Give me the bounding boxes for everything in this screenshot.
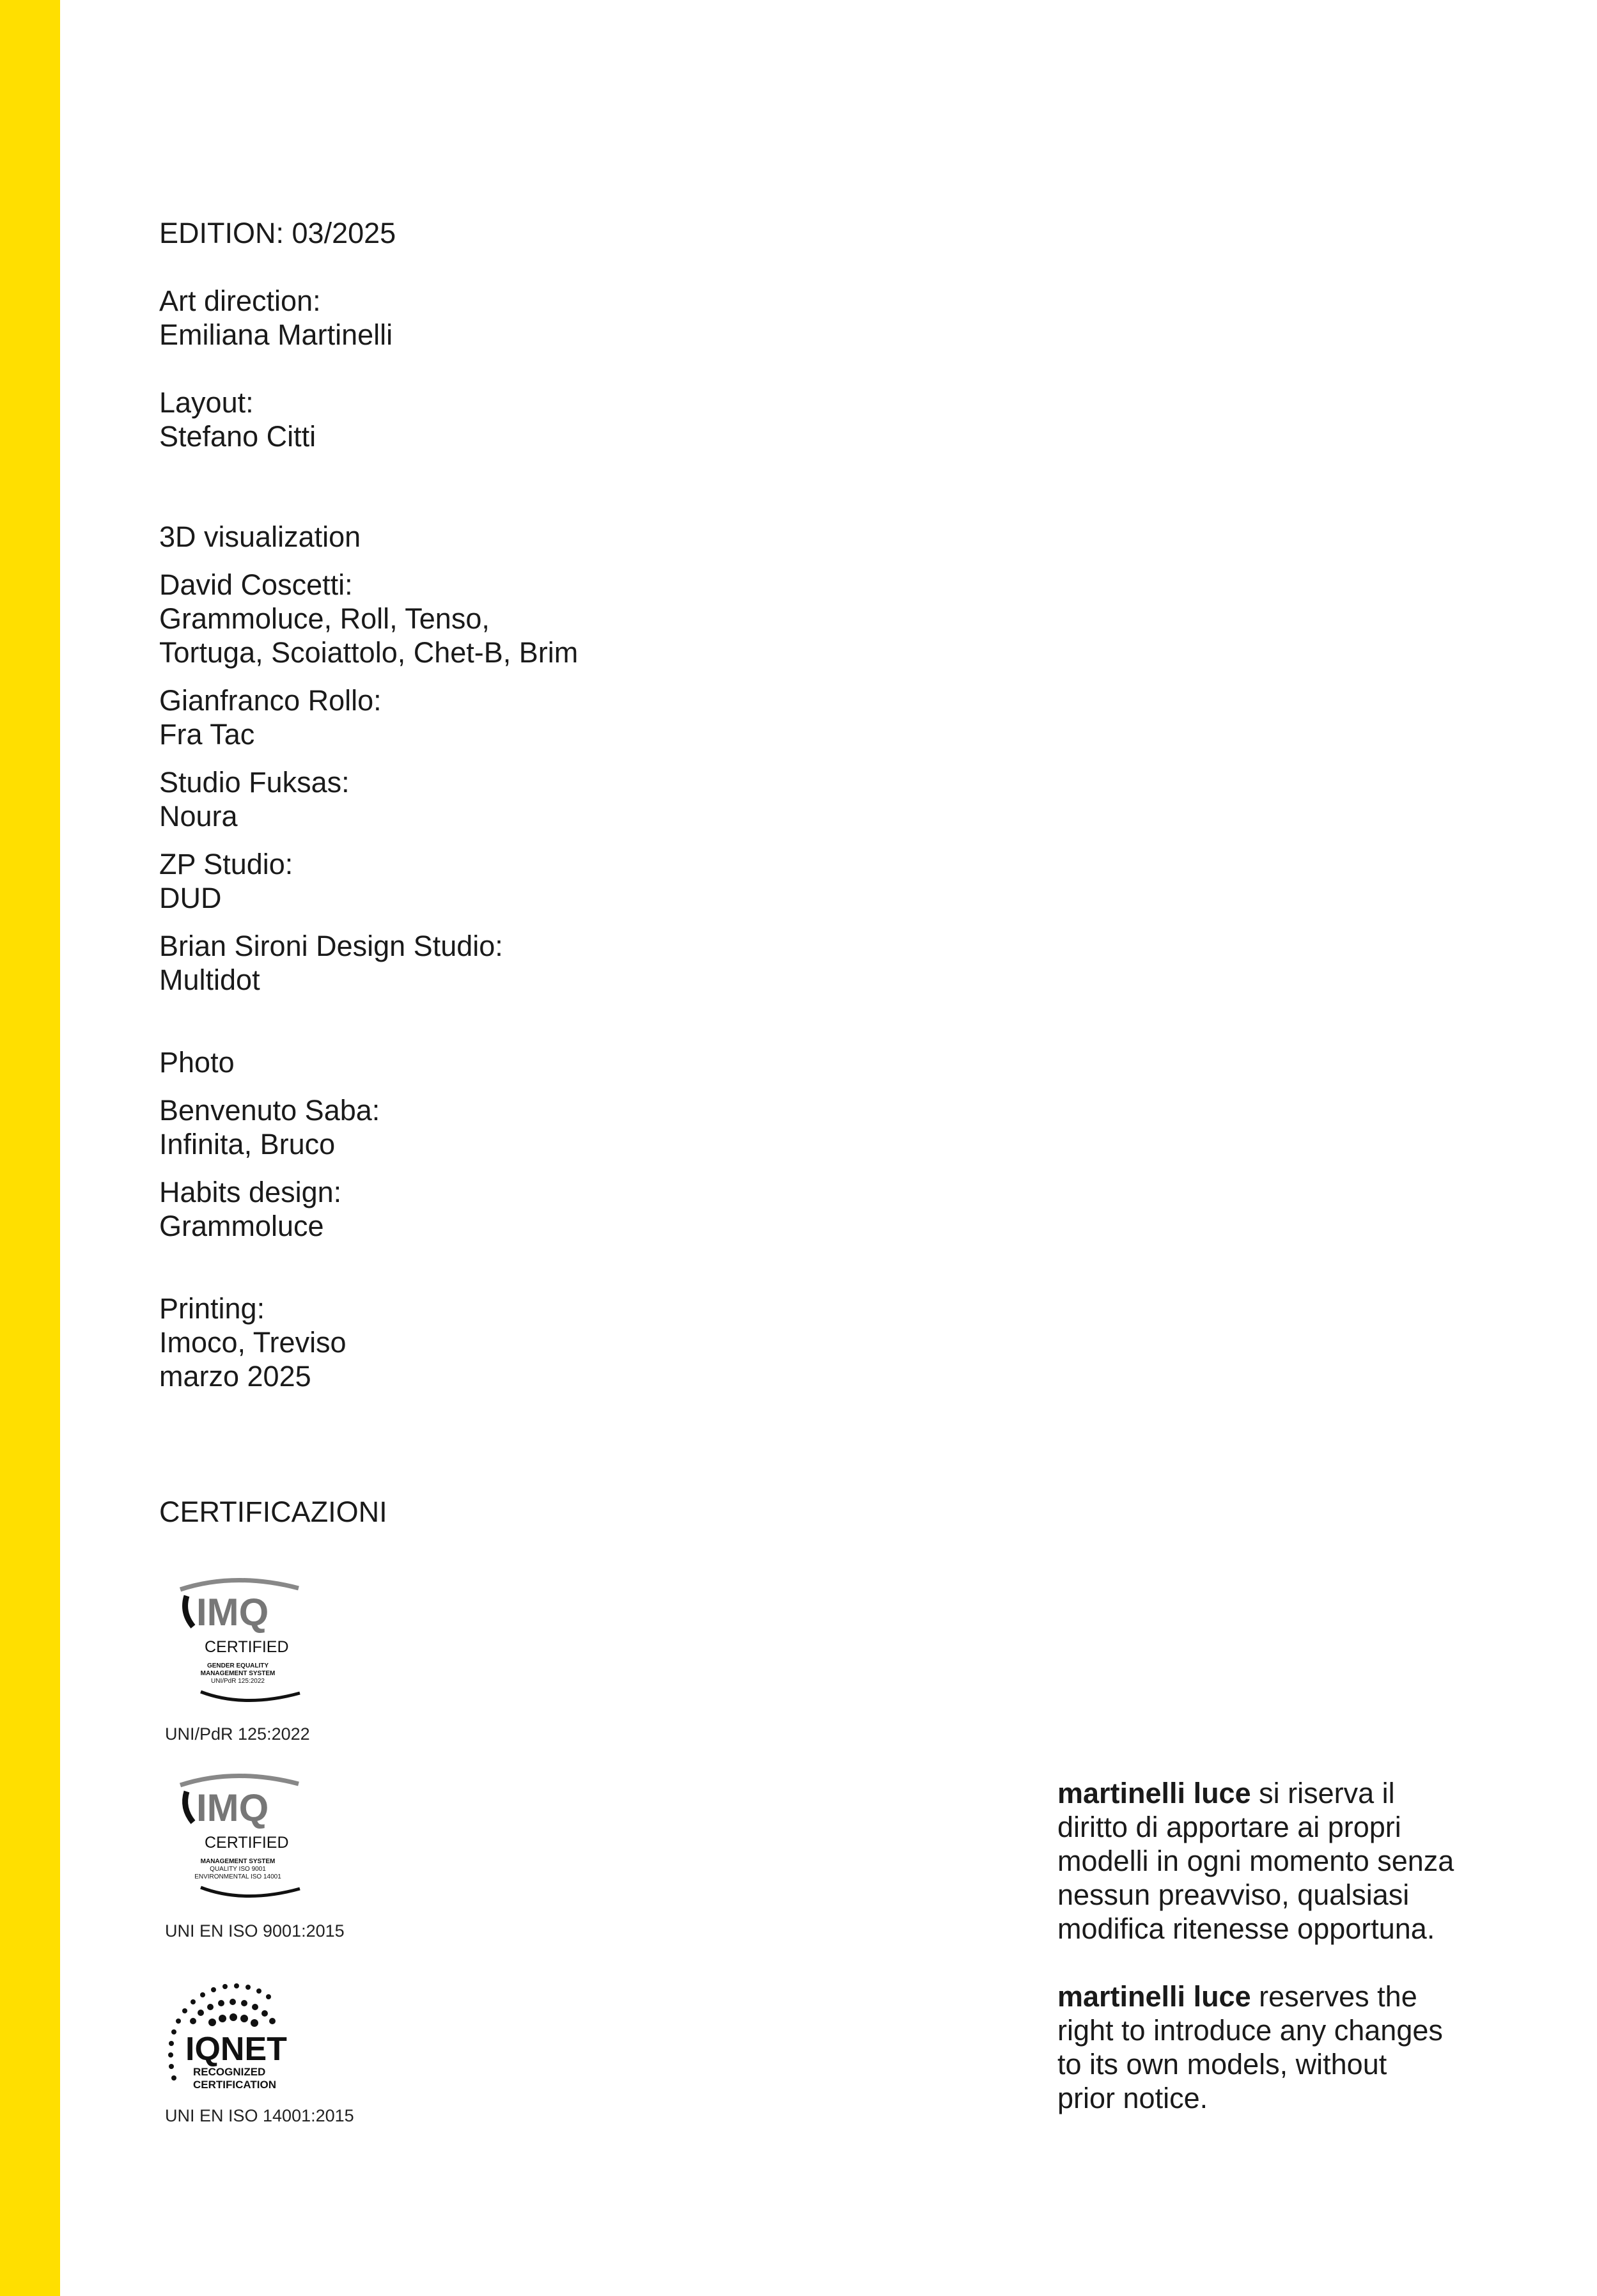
- credit-entry: Brian Sironi Design Studio: Multidot: [159, 930, 503, 996]
- svg-text:IQNET: IQNET: [185, 2031, 287, 2068]
- brand-name: martinelli luce: [1057, 1980, 1251, 2013]
- svg-text:MANAGEMENT SYSTEM: MANAGEMENT SYSTEM: [200, 1858, 276, 1865]
- credit-entry: Habits design: Grammoluce: [159, 1176, 342, 1242]
- layout-label: Layout:: [159, 386, 254, 419]
- iqnet-logo: [167, 1956, 321, 2097]
- credit-entry: Gianfranco Rollo: Fra Tac: [159, 684, 382, 751]
- certification-caption: UNI/PdR 125:2022: [165, 1724, 310, 1744]
- svg-text:UNI/PdR 125:2022: UNI/PdR 125:2022: [211, 1678, 265, 1685]
- imq-certified-logo: [167, 1767, 308, 1908]
- art-direction-block: [159, 284, 926, 352]
- svg-text:CERTIFIED: CERTIFIED: [205, 1834, 289, 1852]
- svg-text:CERTIFICATION: CERTIFICATION: [193, 2079, 277, 2091]
- svg-text:ENVIRONMENTAL ISO 14001: ENVIRONMENTAL ISO 14001: [194, 1873, 281, 1880]
- svg-text:GENDER EQUALITY: GENDER EQUALITY: [206, 1662, 269, 1669]
- credit-entry: Benvenuto Saba: Infinita, Bruco: [159, 1094, 380, 1160]
- imq-certified-logo: [167, 1572, 308, 1712]
- art-direction-label: Art direction:: [159, 285, 321, 317]
- brand-name: martinelli luce: [1057, 1777, 1251, 1809]
- credit-entry: David Coscetti: Grammoluce, Roll, Tenso, Tortuga, Scoiattolo, Chet-B, Brim: [159, 568, 579, 669]
- certification-caption: UNI EN ISO 9001:2015: [165, 1921, 345, 1941]
- printing-block: Printing: Imoco, Treviso marzo 2025: [159, 1292, 347, 1393]
- notice-english: martinelli luce reserves the right to introduce any changes to its own models, without prior notice.: [1057, 1980, 1443, 2114]
- svg-text:RECOGNIZED: RECOGNIZED: [193, 2066, 266, 2078]
- certifications-heading: CERTIFICAZIONI: [159, 1496, 387, 1528]
- layout-name: Stefano Citti: [159, 420, 316, 453]
- svg-text:IMQ: IMQ: [196, 1591, 269, 1634]
- svg-text:CERTIFIED: CERTIFIED: [205, 1638, 289, 1656]
- layout-block: [159, 386, 926, 453]
- credit-entry: Studio Fuksas: Noura: [159, 766, 350, 832]
- yellow-side-band: [0, 0, 60, 2296]
- credits-column: [159, 216, 926, 1393]
- svg-text:QUALITY ISO 9001: QUALITY ISO 9001: [210, 1866, 266, 1873]
- svg-text:MANAGEMENT SYSTEM: MANAGEMENT SYSTEM: [200, 1670, 276, 1677]
- visualization-heading: 3D visualization: [159, 520, 361, 553]
- photo-heading: Photo: [159, 1046, 235, 1079]
- svg-text:IMQ: IMQ: [196, 1786, 269, 1829]
- art-direction-name: Emiliana Martinelli: [159, 318, 393, 351]
- edition-line: EDITION: 03/2025: [159, 217, 396, 249]
- credit-entry: ZP Studio: DUD: [159, 848, 293, 914]
- notice-italian: martinelli luce si riserva il diritto di apportare ai propri modelli in ogni momento senza nessun preavviso, qualsiasi modifica ritenesse opportuna.: [1057, 1777, 1454, 1945]
- certification-caption: UNI EN ISO 14001:2015: [165, 2106, 354, 2125]
